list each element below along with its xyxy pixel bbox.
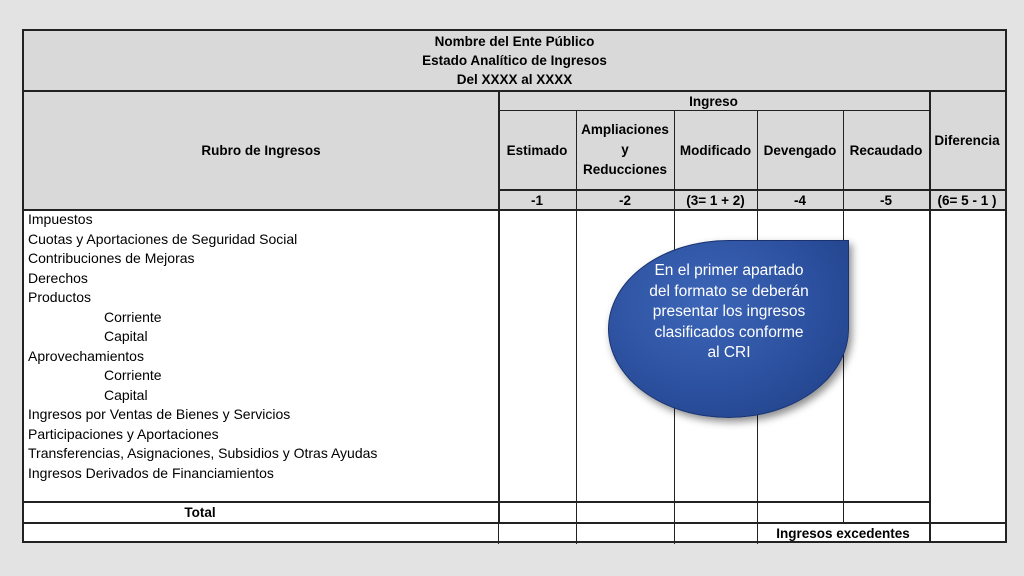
row-aprovechamientos: Aprovechamientos [28,348,144,364]
row-impuestos: Impuestos [28,211,93,227]
formula-estimado: -1 [530,192,543,208]
col-header-estimado: Estimado [506,142,568,158]
ampliaciones-line2: y [621,142,629,157]
row-productos-capital: Capital [104,328,148,344]
row-cuotas: Cuotas y Aportaciones de Seguridad Social [28,231,298,247]
formula-modificado: (3= 1 + 2) [686,192,745,208]
row-participaciones: Participaciones y Aportaciones [28,426,219,442]
total-label: Total [184,505,216,520]
statement-title: Estado Analítico de Ingresos [422,53,607,68]
row-aprovechamientos-corriente: Corriente [104,367,162,383]
analytic-income-table [22,29,1007,543]
callout-bubble [608,240,849,418]
ampliaciones-line1: Ampliaciones [581,122,669,137]
entity-name: Nombre del Ente Público [434,34,595,49]
formula-ampliaciones: -2 [618,192,631,208]
row-productos: Productos [28,289,92,305]
row-productos-corriente: Corriente [104,309,162,325]
period-label: Del XXXX al XXXX [456,72,573,87]
row-transferencias: Transferencias, Asignaciones, Subsidios y Otras Ayudas [28,445,378,461]
col-header-rubro: Rubro de Ingresos [201,143,321,158]
row-contribuciones: Contribuciones de Mejoras [28,250,195,266]
table-title-block [24,31,1005,90]
col-header-ampliaciones [576,111,674,189]
excedentes-label: Ingresos excedentes [776,526,910,541]
row-financiamientos: Ingresos Derivados de Financiamientos [28,465,274,481]
row-ventas: Ingresos por Ventas de Bienes y Servicios [28,406,291,422]
col-group-ingreso: Ingreso [689,94,738,109]
col-header-devengado: Devengado [763,142,837,158]
row-aprovechamientos-capital: Capital [104,387,148,403]
row-derechos: Derechos [28,270,88,286]
formula-diferencia: (6= 5 - 1 ) [937,192,997,208]
col-header-diferencia: Diferencia [934,133,1000,148]
col-header-modificado: Modificado [679,142,752,158]
formula-devengado: -4 [793,192,806,208]
callout-text: En el primer apartado del formato se deberán presentar los ingresos clasificados conforme al CRI [649,262,809,361]
col-header-recaudado: Recaudado [849,142,923,158]
ampliaciones-line3: Reducciones [582,162,668,177]
formula-recaudado: -5 [879,192,892,208]
